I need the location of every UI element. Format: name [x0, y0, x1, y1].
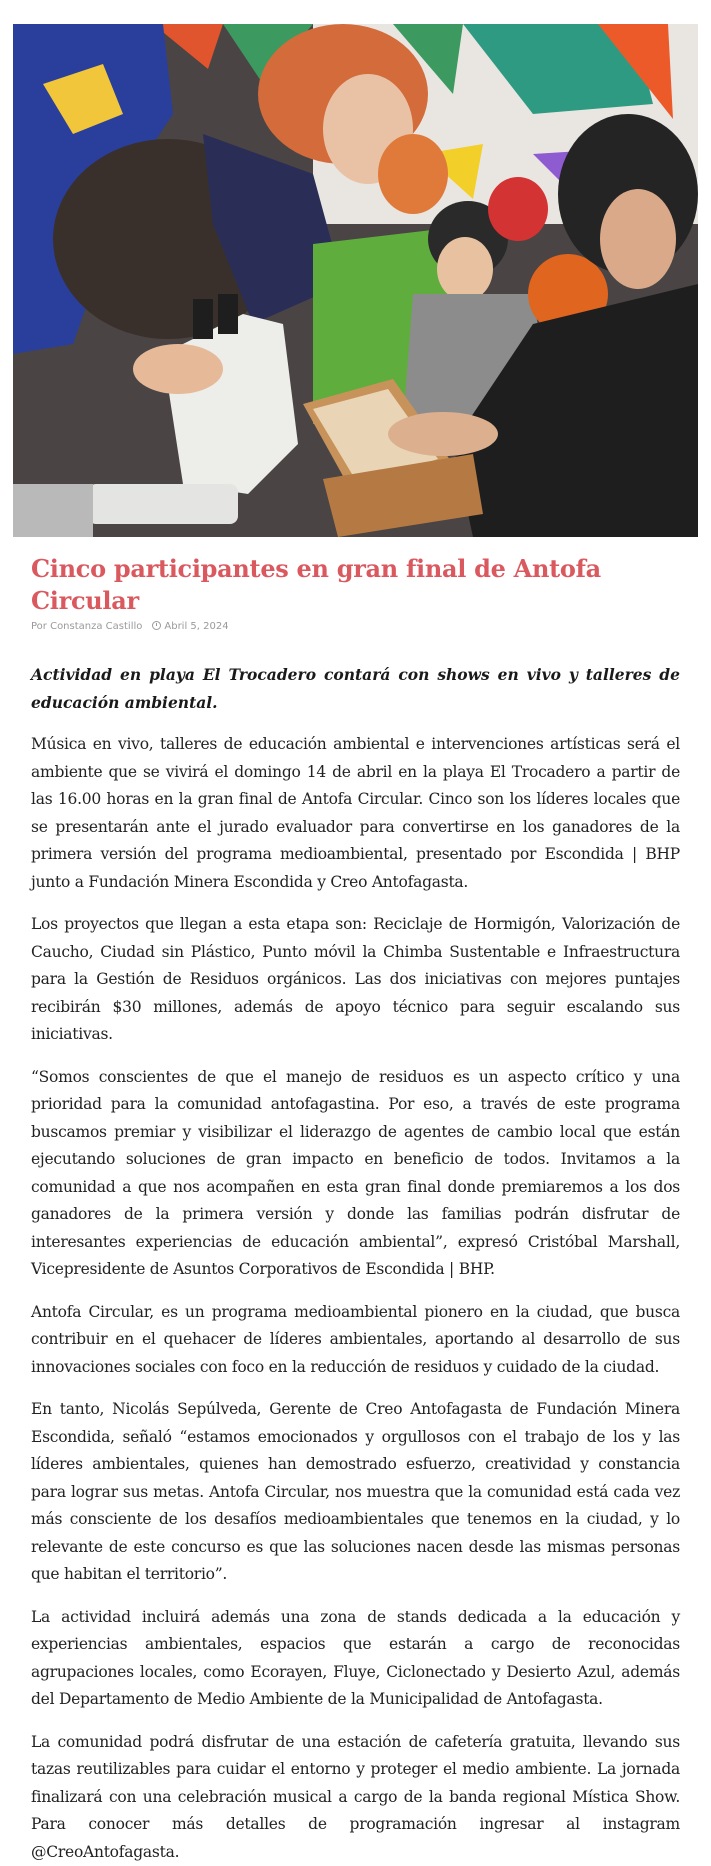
article-meta	[31, 621, 680, 632]
article-paragraph-6: La actividad incluirá además una zona de stands dedicada a la educación y experiencias ambientales, espacios que estarán a cargo de reconocidas agrupaciones locales, como Ecorayen, Fluye, Ciclonectado y Desierto Azul, además del Departamento de Medio Ambiente de la Municipalidad de Antofagasta.	[31, 1604, 680, 1714]
article-author[interactable]: Por Constanza Castillo	[31, 621, 142, 632]
article-date: Abril 5, 2024	[164, 621, 228, 632]
article-paragraph-3: “Somos conscientes de que el manejo de residuos es un aspecto crítico y una prioridad para la comunidad antofagastina. Por eso, a través de este programa buscamos premiar y visibilizar el liderazgo de agentes de cambio local que están ejecutando soluciones de gran impacto en beneficio de todos. Invitamos a la comunidad a que nos acompañen en esta gran final donde premiaremos a los dos ganadores de la primera versión y donde las familias podrán disfrutar de interesantes experiencias de educación ambiental”, expresó Cristóbal Marshall, Vicepresidente de Asuntos Corporativos de Escondida | BHP.	[31, 1064, 680, 1284]
article-content	[31, 553, 680, 1866]
article-paragraph-5: En tanto, Nicolás Sepúlveda, Gerente de Creo Antofagasta de Fundación Minera Escondida, señaló “estamos emocionados y orgullosos con el trabajo de los y las líderes ambientales, quienes han demostrado esfuerzo, creatividad y constancia para lograr sus metas. Antofa Circular, nos muestra que la comunidad está cada vez más consciente de los desafíos medioambientales que tenemos en la ciudad, y lo relevante de este concurso es que las soluciones nacen desde las mismas personas que habitan el territorio”.	[31, 1396, 680, 1589]
article-title: Cinco participantes en gran final de Antofa Circular	[31, 553, 680, 617]
article-date-wrapper	[152, 621, 228, 632]
article-hero-image	[13, 24, 698, 537]
article-paragraph-4: Antofa Circular, es un programa medioambiental pionero en la ciudad, que busca contribuir en el quehacer de líderes ambientales, aportando al desarrollo de sus innovaciones sociales con foco en la reducción de residuos y cuidado de la ciudad.	[31, 1299, 680, 1382]
article-paragraph-2: Los proyectos que llegan a esta etapa son: Reciclaje de Hormigón, Valorización de Caucho, Ciudad sin Plástico, Punto móvil la Chimba Sustentable e Infraestructura para la Gestión de Residuos orgánicos. Las dos iniciativas con mejores puntajes recibirán $30 millones, además de apoyo técnico para seguir escalando sus iniciativas.	[31, 911, 680, 1049]
article-paragraph-7: La comunidad podrá disfrutar de una estación de cafetería gratuita, llevando sus tazas reutilizables para cuidar el entorno y proteger el medio ambiente. La jornada finalizará con una celebración musical a cargo de la banda regional Mística Show. Para conocer más detalles de programación ingresar al instagram @CreoAntofagasta.	[31, 1729, 680, 1866]
article-paragraph-1: Música en vivo, talleres de educación ambiental e intervenciones artísticas será el ambiente que se vivirá el domingo 14 de abril en la playa El Trocadero a partir de las 16.00 horas en la gran final de Antofa Circular. Cinco son los líderes locales que se presentarán ante el jurado evaluador para convertirse en los ganadores de la primera versión del programa medioambiental, presentado por Escondida | BHP junto a Fundación Minera Escondida y Creo Antofagasta.	[31, 731, 680, 896]
article-lead: Actividad en playa El Trocadero contará con shows en vivo y talleres de educación ambiental.	[31, 661, 680, 716]
hero-photo-illustration	[13, 24, 698, 537]
clock-icon	[152, 621, 161, 630]
